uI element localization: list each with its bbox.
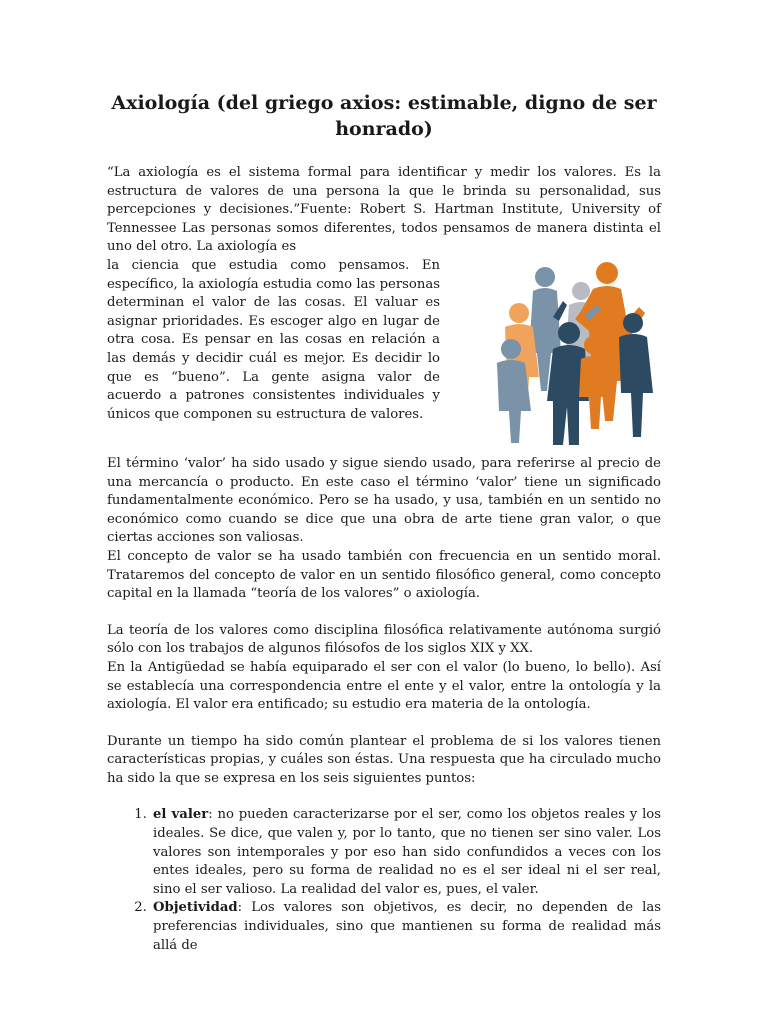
- paragraph-antiguedad: En la Antigüedad se había equiparado el ser con el valor (lo bueno, lo bello). Así se establecía una correspondencia entre el ente y el valor, entre la ontología y la axiología. El valor era entificado; su estudio era materia de la ontología.: [107, 659, 661, 713]
- list-item-term: Objetividad: [153, 900, 238, 916]
- document-title: Axiología (del griego axios: estimable, digno de ser honrado): [111, 92, 657, 140]
- list-item: [151, 899, 661, 955]
- list-item: [151, 806, 661, 899]
- intro-wrapped-paragraph: la ciencia que estudia como pensamos. En específico, la axiología estudia como las personas determinan el valor de las cosas. El valuar es asignar prioridades. Es escoger algo en lugar de otra cosa. Es pensar en las cosas en relación a las demás y decidir cuál es mejor. Es decidir lo que es “bueno”. La gente asigna valor de acuerdo a patrones consistentes individuales y únicos que componen su estructura de valores.: [107, 257, 440, 422]
- paragraph-valor-economico: El término ‘valor’ ha sido usado y sigue siendo usado, para referirse al precio de una mercancía o producto. En este caso el término ‘valor’ tiene un significado fundamentalmente económico. Pero se ha usado, y usa, también en un sentido no económico como cuando se dice que una obra de arte tiene gran valor, o que ciertas acciones son valiosas.: [107, 455, 661, 546]
- list-item-text: : no pueden caracterizarse por el ser, como los objetos reales y los ideales. Se dice, que valen y, por lo tanto, que no tienen ser sino valer. Los valores son intemporales y por eso han sido confundidos a veces con los entes ideales, pero su forma de realidad no es el ser ideal ni el ser real, sino el ser valioso. La realidad del valor es, pues, el valer.: [153, 807, 661, 897]
- paragraph-caracteristicas: Durante un tiempo ha sido común plantear el problema de si los valores tienen características propias, y cuáles son éstas. Una respuesta que ha circulado mucho ha sido la que se expresa en los seis siguientes puntos:: [107, 733, 661, 786]
- people-group-illustration: [489, 261, 661, 449]
- intro-paragraph: “La axiología es el sistema formal para identificar y medir los valores. Es la estructura de valores de una persona la que le brinda su personalidad, sus percepciones y decisiones.”Fuente: Robert S. Hartman Institute, University of Tennessee Las personas somos diferentes, todos pensamos de manera distinta el uno del otro. La axiología es: [107, 165, 661, 255]
- list-item-term: el valer: [153, 807, 209, 823]
- characteristics-list: [107, 806, 661, 955]
- list-item-text: : Los valores son objetivos, es decir, no dependen de las preferencias individuales, sino que mantienen su forma de realidad más allá de: [153, 900, 661, 953]
- people-group-icon: [489, 261, 661, 449]
- paragraph-valor-moral: El concepto de valor se ha usado también con frecuencia en un sentido moral. Trataremos del concepto de valor en un sentido filosófico general, como concepto capital en la llamada “teoría de los valores” o axiología.: [107, 548, 661, 602]
- paragraph-teoria-valores: La teoría de los valores como disciplina filosófica relativamente autónoma surgió sólo con los trabajos de algunos filósofos de los siglos XIX y XX.: [107, 622, 661, 657]
